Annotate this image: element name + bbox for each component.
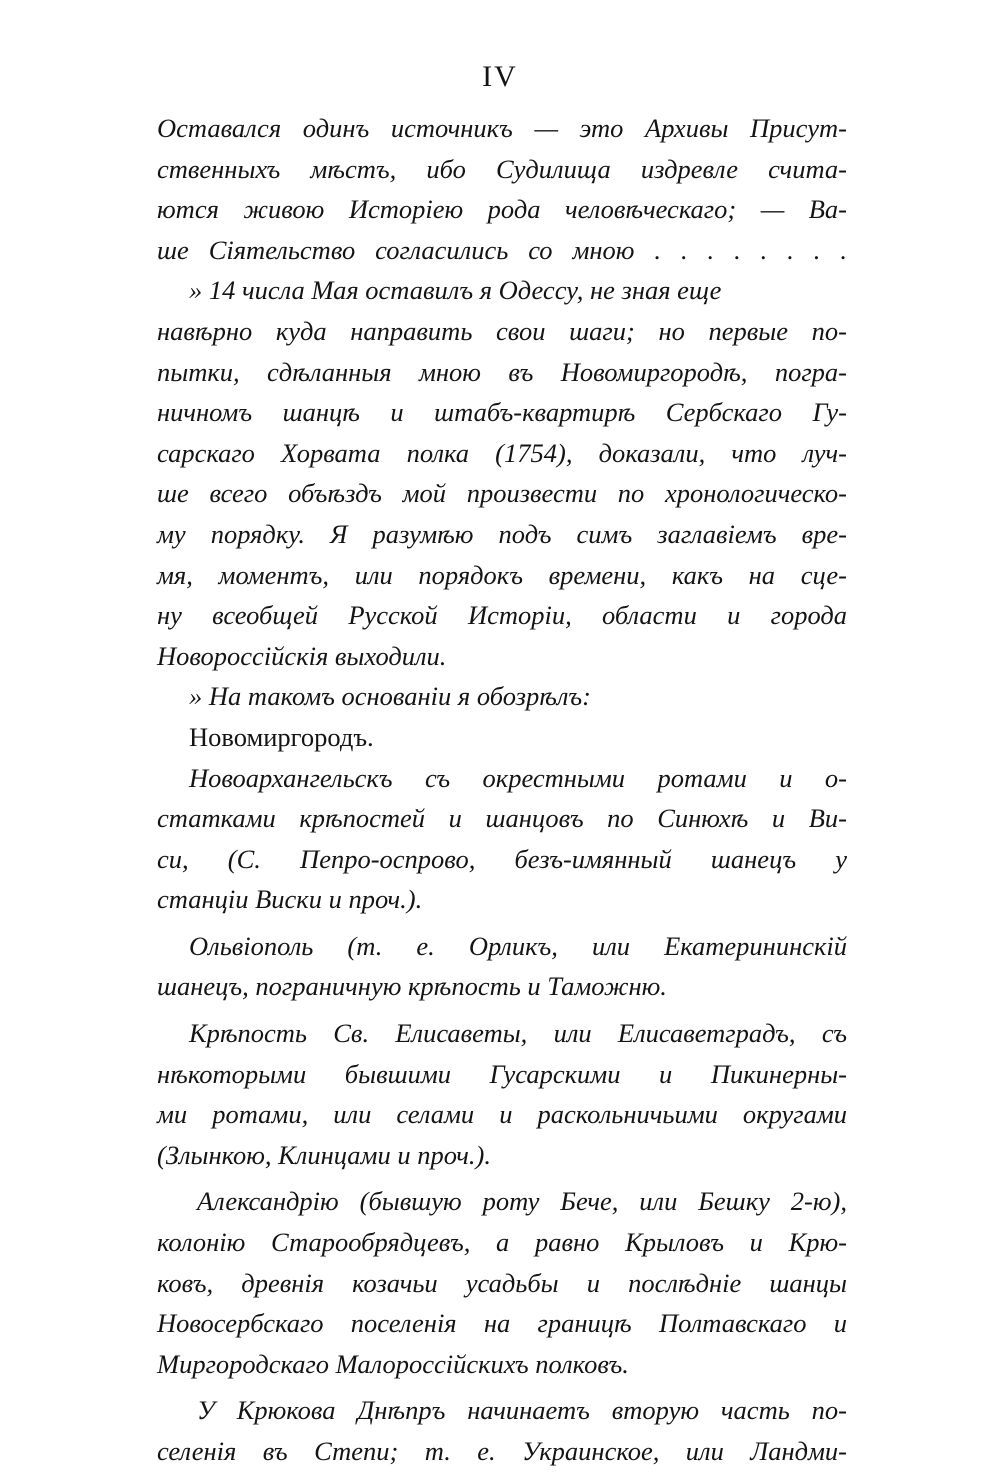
text-line: Новоархангельскъ съ окрестными ротами и о-: [189, 762, 847, 793]
paragraph: [157, 717, 847, 758]
paragraph: [157, 758, 847, 920]
text-line: ковъ, древнія козачьи усадьбы и послѣдніе шанцы: [157, 1267, 847, 1298]
paragraph: [157, 1013, 847, 1175]
text-line: » 14 числа Мая оставилъ я Одессу, не зная еще: [189, 275, 722, 306]
text-line: (Злынкою, Клинцами и проч.).: [157, 1139, 491, 1170]
text-line: Ольвіополь (т. е. Орликъ, или Екатерининскій: [189, 930, 847, 961]
paragraph: [157, 676, 847, 717]
paragraph: [157, 108, 847, 270]
text-line: си, (С. Пепро-оспрово, безъ-имянный шанецъ у: [157, 843, 847, 874]
text-line: Новосербскаго поселенія на границѣ Полтавскаго и: [157, 1308, 847, 1339]
body-text: [157, 108, 847, 1472]
text-line: ми ротами, или селами и раскольничьими округами: [157, 1099, 847, 1130]
text-line: статками крѣпостей и шанцовъ по Синюхѣ и Ви-: [157, 803, 847, 834]
text-line: У Крюкова Днѣпръ начинаетъ вторую часть по-: [197, 1395, 847, 1426]
page-number: IV: [482, 60, 518, 93]
text-line: » На такомъ основаніи я обозрѣлъ:: [189, 681, 592, 712]
paragraph: [157, 926, 847, 1007]
text-line: Крѣпость Св. Елисаветы, или Елисаветградъ, съ: [189, 1018, 847, 1049]
text-line: ничномъ шанцѣ и штабъ-квартирѣ Сербскаго Гу-: [157, 397, 847, 428]
text-line: ются живою Исторіею рода человѣческаго; — Ва-: [157, 194, 847, 225]
paragraph: [157, 1181, 847, 1384]
text-line: му порядку. Я разумѣю подъ симъ заглавіемъ вре-: [157, 518, 847, 549]
paragraph: [157, 1390, 847, 1471]
text-line: шанецъ, пограничную крѣпость и Таможню.: [157, 971, 667, 1002]
text-line: сарскаго Хорвата полка (1754), доказали, что луч-: [157, 437, 847, 468]
text-line: Новороссійскія выходили.: [157, 640, 447, 671]
text-line: станціи Виски и проч.).: [157, 884, 423, 915]
text-line: нѣкоторыми бывшими Гусарскими и Пикинерны-: [157, 1058, 847, 1089]
text-line: селенія въ Степи; т. е. Украинское, или Ландми-: [157, 1436, 847, 1466]
text-line: пытки, сдѣланныя мною въ Новомиргородѣ, погра-: [157, 356, 847, 387]
text-line: ну всеобщей Русской Исторіи, области и города: [157, 600, 847, 631]
text-line: колонію Старообрядцевъ, а равно Крыловъ и Крю-: [157, 1227, 847, 1258]
text-line: навѣрно куда направить свои шаги; но первые по-: [157, 315, 847, 346]
text-line: ше Сіятельство согласились со мною . . . . . . . .: [157, 234, 847, 265]
text-line: ственныхъ мѣстъ, ибо Судилища издревле счита-: [157, 153, 847, 184]
text-line: Новомиргородъ.: [189, 721, 374, 752]
text-line: Миргородскаго Малороссійскихъ полковъ.: [157, 1348, 629, 1379]
text-line: мя, моментъ, или порядокъ времени, какъ на сце-: [157, 559, 847, 590]
paragraph: [157, 270, 847, 676]
text-line: Александрію (бывшую роту Бече, или Бешку 2-ю),: [197, 1186, 847, 1217]
text-line: Оставался одинъ источникъ — это Архивы Присут-: [157, 113, 847, 143]
text-line: ше всего объѣздъ мой произвести по хронологическо-: [157, 478, 847, 509]
